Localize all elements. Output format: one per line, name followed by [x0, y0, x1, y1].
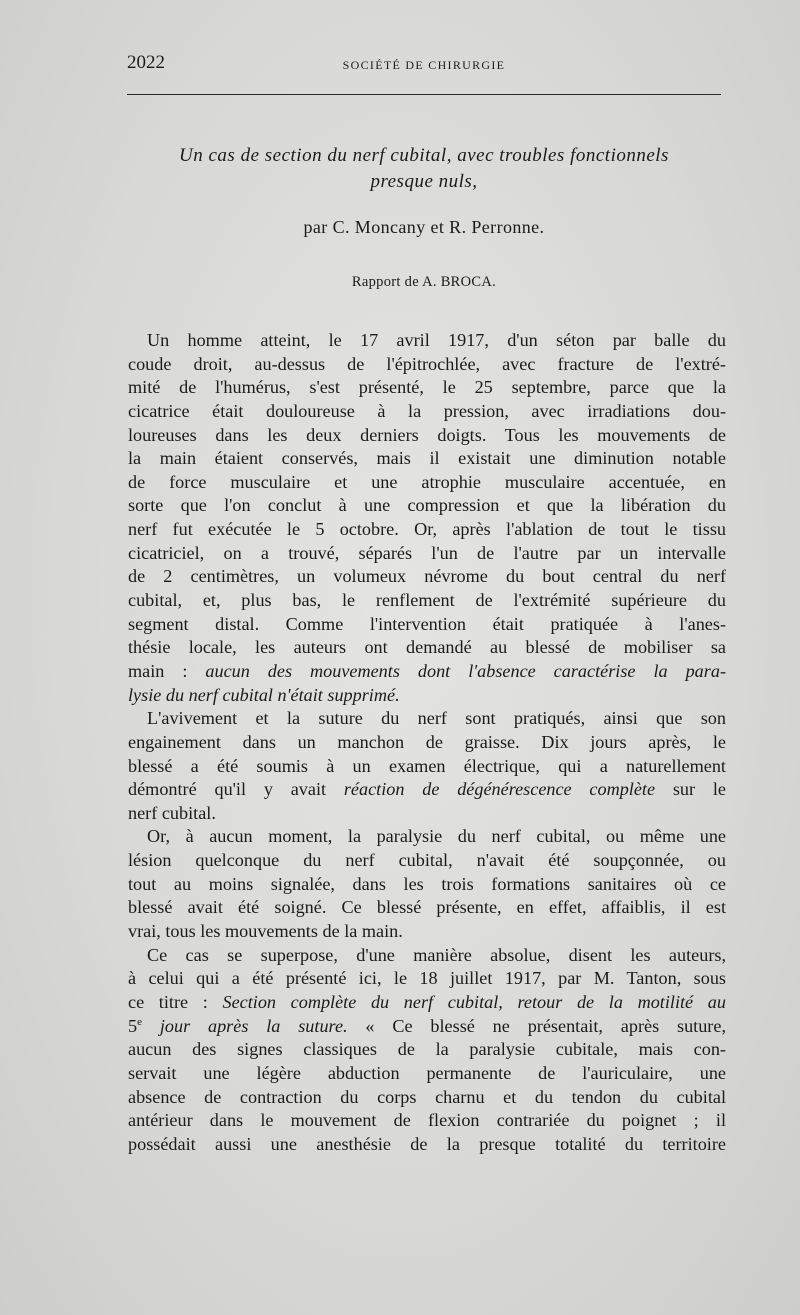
body-line — [128, 494, 726, 518]
body-line — [128, 400, 726, 424]
text-segment: coude droit, au-dessus de l'épitrochlée, avec fracture de l'extré- — [128, 353, 726, 374]
text-segment: antérieur dans le mouvement de flexion contrariée du poignet ; il — [128, 1110, 726, 1131]
body-text — [128, 329, 726, 1156]
text-segment: ce titre : — [128, 991, 223, 1012]
body-line — [128, 731, 726, 755]
body-line — [128, 353, 726, 377]
italic-text: jour après la suture. — [141, 1015, 348, 1036]
body-line — [128, 1062, 726, 1086]
body-line — [128, 873, 726, 897]
body-line — [128, 849, 726, 873]
body-line — [128, 424, 726, 448]
body-line — [128, 825, 726, 849]
text-segment: de force musculaire et une atrophie musculaire accentuée, en — [128, 471, 726, 492]
body-line — [128, 991, 726, 1015]
text-segment: Or, à aucun moment, la paralysie du nerf cubital, ou même une — [147, 826, 726, 847]
text-segment: nerf cubital. — [128, 802, 216, 823]
body-line — [128, 1086, 726, 1110]
body-line — [128, 1015, 726, 1039]
text-segment: mité de l'humérus, s'est présenté, le 25 septembre, parce que la — [128, 377, 726, 398]
text-segment: vrai, tous les mouvements de la main. — [128, 921, 403, 942]
body-line — [128, 684, 726, 708]
text-segment: main : — [128, 660, 206, 681]
article-title-line: Un cas de section du nerf cubital, avec troubles fonctionnels — [179, 145, 669, 166]
report-byline: Rapport de A. BROCA. — [351, 274, 497, 290]
body-line — [128, 802, 726, 826]
body-line — [128, 471, 726, 495]
text-segment: de 2 centimètres, un volumeux névrome du bout central du nerf — [128, 566, 726, 587]
text-segment: thésie locale, les auteurs ont demandé au blessé de mobiliser sa — [128, 637, 726, 658]
text-segment: Un homme atteint, le 17 avril 1917, d'un séton par balle du — [147, 330, 726, 350]
body-line — [128, 329, 726, 353]
body-line — [128, 755, 726, 779]
body-line — [128, 1038, 726, 1062]
text-segment: Ce cas se superpose, d'une manière absolue, disent les auteurs, — [147, 944, 726, 965]
body-line — [128, 707, 726, 731]
body-line — [128, 944, 726, 968]
body-line — [128, 1109, 726, 1133]
text-segment: blessé avait été soigné. Ce blessé présente, en effet, affaiblis, il est — [128, 897, 726, 918]
italic-text: réaction de dégénérescence complète — [343, 779, 656, 800]
text-segment: loureuses dans les deux derniers doigts. Tous les mouvements de — [128, 424, 726, 445]
text-segment: aucun des signes classiques de la paralysie cubitale, mais con- — [128, 1039, 726, 1060]
article-title — [127, 143, 721, 195]
body-line — [128, 376, 726, 400]
text-segment: servait une légère abduction permanente de l'auriculaire, une — [128, 1062, 726, 1083]
body-line — [128, 1133, 726, 1157]
text-segment: possédait aussi une anesthésie de la presque totalité du territoire — [128, 1133, 726, 1154]
body-line — [128, 660, 726, 684]
page-header — [127, 52, 721, 82]
article-authors: par C. Moncany et R. Perronne. — [303, 217, 545, 237]
body-line — [128, 636, 726, 660]
italic-text: lysie du nerf cubital n'était supprimé. — [128, 684, 400, 705]
text-segment: démontré qu'il y avait — [128, 779, 344, 800]
text-segment: absence de contraction du corps charnu et du tendon du cubital — [128, 1086, 726, 1107]
text-segment: cubital, et, plus bas, le renflement de l'extrémité supérieure du — [128, 590, 726, 611]
body-line — [128, 778, 726, 802]
text-segment: sorte que l'on conclut à une compression et que la libération du — [128, 495, 726, 516]
text-segment: tout au moins signalée, dans les trois formations sanitaires où ce — [128, 873, 726, 894]
text-segment: « Ce blessé ne présentait, après suture, — [347, 1015, 726, 1036]
text-segment: e — [137, 1015, 142, 1028]
article-title-line: presque nuls, — [370, 171, 478, 192]
italic-text: Section complète du nerf cubital, retour de la motilité au — [222, 991, 726, 1012]
body-line — [128, 589, 726, 613]
text-segment: cicatrice était douloureuse à la pression, avec irradiations dou- — [128, 400, 726, 421]
text-segment: cicatriciel, on a trouvé, séparés l'un de l'autre par un intervalle — [128, 542, 726, 563]
header-rule — [127, 94, 721, 95]
body-line — [128, 447, 726, 471]
body-line — [128, 542, 726, 566]
text-segment: blessé a été soumis à un examen électrique, qui a naturellement — [128, 755, 726, 776]
page-number: 2022 — [127, 52, 165, 73]
text-segment: sur le — [655, 779, 726, 800]
text-segment: lésion quelconque du nerf cubital, n'avait été soupçonnée, ou — [128, 850, 726, 871]
body-line — [128, 613, 726, 637]
text-segment: à celui qui a été présenté ici, le 18 juillet 1917, par M. Tanton, sous — [128, 968, 726, 989]
text-segment: L'avivement et la suture du nerf sont pratiqués, ainsi que son — [147, 708, 726, 729]
italic-text: aucun des mouvements dont l'absence caractérise la para- — [205, 660, 727, 681]
text-segment: la main étaient conservés, mais il existait une diminution notable — [128, 448, 726, 469]
text-segment: engainement dans un manchon de graisse. Dix jours après, le — [128, 731, 726, 752]
body-line — [128, 967, 726, 991]
text-segment: segment distal. Comme l'intervention était pratiquée à l'anes- — [128, 613, 726, 634]
body-line — [128, 518, 726, 542]
body-line — [128, 896, 726, 920]
text-segment: nerf fut exécutée le 5 octobre. Or, après l'ablation de tout le tissu — [128, 519, 726, 540]
body-line — [128, 565, 726, 589]
running-title: SOCIÉTÉ DE CHIRURGIE — [342, 58, 506, 72]
text-segment: 5 — [128, 1015, 138, 1036]
body-line — [128, 920, 726, 944]
